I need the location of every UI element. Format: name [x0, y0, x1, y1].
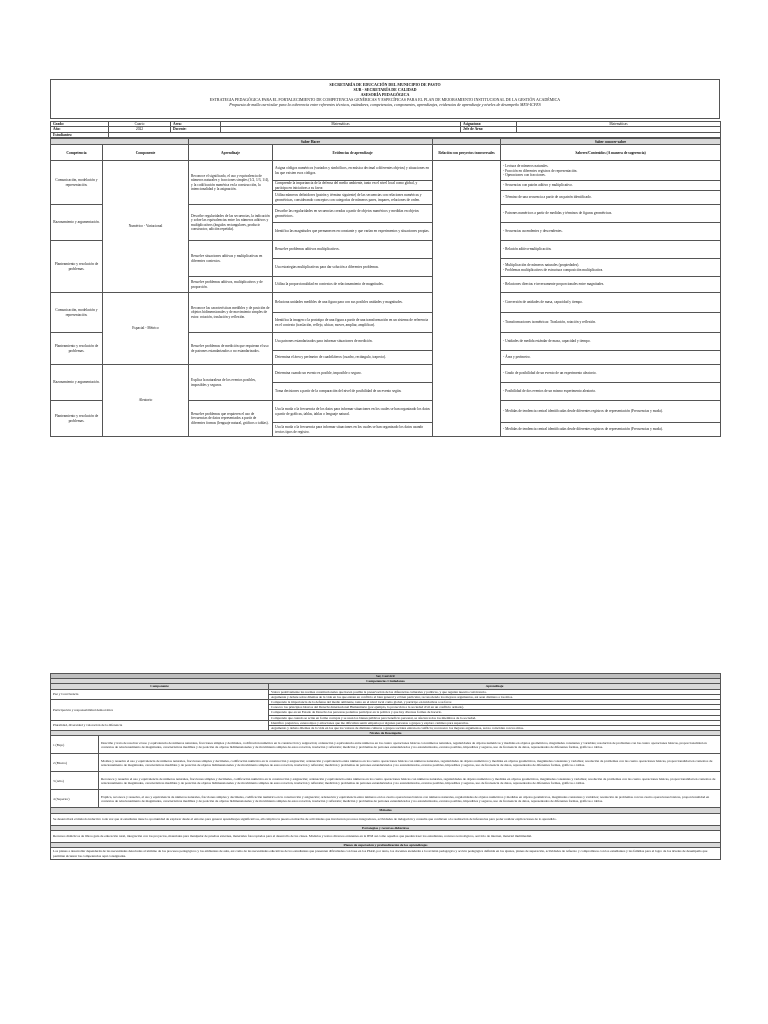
evidencia-cell: Identifica la imagen o la prototipo de una figura a partir de una transformación en un sistema de referencia en el contexto (traslación, reflejo, ubicar, mover, ampliar, amplificar). — [273, 313, 433, 333]
nivel-label: 4 (Superior) — [51, 790, 99, 808]
evidencia-cell: Utiliza números definidores (patrón y término siguiente) de las secuencias con relaciones numéricas y geométricas, considerando conceptos con categorías de números pares, impares, relaciones de orden. — [273, 191, 433, 205]
grado-value: Cuarto — [109, 122, 171, 127]
nivel-text: Moldea y resuelve el uso y equivalencia de números naturales, fracciones simples y decimales, codificación numérica en la construcción y asignación; ordenación y equivalencia entre números en los cuatro operaciones básicas con números naturales, regularidades de objetos numéricos y medidas en objetos geométricos, magnitudes constantes y variables; resolución de problemas con las cuatro operaciones básicas, proporcionalidad en contextos de relacionamiento de magnitudes, características medibles y de posición de objetos bidimensionales y de movimiento simples de estos rotación, traslación y reflexión; medición y problemas de patrones estandarizados y no estandarizados, eventos posibles, imposibles y seguros, uso de frecuencia de datos, representados de diferentes formas, gráficos o tablas. — [99, 754, 721, 772]
saberes-cell: - Multiplicación de números naturales (propiedades). - Problemas multiplicativos de estructura composición multiplicativa. — [501, 259, 721, 277]
competencia-cell: Razonamiento y argumentación. — [51, 365, 103, 401]
evidencia-cell: Toma decisiones a partir de la comparación del nivel de posibilidad de un evento según. — [273, 383, 433, 401]
evidencia-cell: Comprende la importancia de la defensa del medio ambiente, tanto en el nivel local como global, y participa en iniciativas a su favor. — [273, 181, 433, 191]
aprendizaje-cell: Resuelve problemas de medición que requieran el uso de patrones estandarizados o no estandarizados. — [189, 333, 273, 365]
nivel-text: Reconoce y resuelve el uso y equivalencia de números naturales, fracciones simples y decimales, codificación numérica en la construcción y asignación; ordenación y equivalencia entre números en los cuatro operaciones básicas con números naturales, regularidades de objetos numéricos y medidas en objetos geométricos, magnitudes constantes y variables; resolución de problemas con las cuatro operaciones básicas, proporcionalidad en contextos de relacionamiento de magnitudes, características medibles y de posición de objetos bidimensionales y de movimiento simples de estos rotación, traslación y reflexión; medición y problemas de patrones estandarizados y no estandarizados, eventos posibles, imposibles y seguros, uso de frecuencia de datos, representados de diferentes formas, gráficos o tablas. — [99, 772, 721, 790]
componente-cell: Espacial - Métrico — [103, 293, 189, 365]
saberes-cell: - Término de una secuencia a partir de un patrón identificado. — [501, 191, 721, 205]
cc-aprendizaje: Comprendo que en un Estado de Derecho las personas podemos participar en la política y que hay diversas formas de hacerlo. — [269, 710, 721, 715]
header-line-1: SECRETARÍA DE EDUCACIÓN DEL MUNICIPIO DE PASTO — [329, 82, 441, 87]
header-line-2: SUB - SECRETARÍA DE CALIDAD — [353, 87, 417, 92]
asignatura-value: Matemáticas — [517, 122, 721, 127]
evidencia-cell: Utiliza la proporcionalidad en contextos de relacionamiento de magnitudes. — [273, 277, 433, 293]
competencia-cell: Razonamiento y argumentación. — [51, 205, 103, 241]
competencia-cell: Comunicación, modelación y representación. — [51, 161, 103, 205]
area-value: Matemáticas — [221, 122, 461, 127]
asignatura-label: Asignatura: — [461, 122, 517, 127]
aprendizaje-cell: Explica la naturaleza de los eventos posibles, imposibles y seguros. — [189, 365, 273, 401]
ser-convivir-table — [50, 673, 721, 860]
saberes-cell: - Medidas de tendencia central identificadas desde diferentes registros de representación (Frecuencias y moda). — [501, 401, 721, 423]
saberes-cell: - Secuencias con patrón aditivo y multiplicativo. — [501, 181, 721, 191]
cc-componente: Participación y responsabilidad democrática — [51, 700, 269, 721]
cc-aprendizaje: Argumento y debato dilemas de la vida en los que los valores de distintas culturas o grupos sociales entran en conflicto; reconozco los mejores argumentos, así no coincidan con los míos. — [269, 726, 721, 731]
saberes-cell: - Secuencias ascendentes y descendentes. — [501, 223, 721, 241]
col-saberes: Saberes/Contenidos (A manera de sugerencia) — [501, 145, 721, 161]
saber-hacer-header: Saber Hacer — [189, 139, 433, 145]
componente-cell: Numérico - Variacional — [103, 161, 189, 293]
header-line-3: ASESORÍA PEDAGÓGICA — [360, 92, 410, 97]
saberes-cell: - Relación aditiva-multiplicación. — [501, 241, 721, 259]
cc-componente: Pluralidad, diversidad y valoración de la diferencia — [51, 720, 269, 730]
document-header — [50, 79, 720, 119]
evidencia-cell: Usa la moda o la frecuencia de los datos para informar situaciones en los cuales se han organizado los datos a partir de gráficas, tablas, tablas o lenguaje natural. — [273, 401, 433, 423]
nivel-text: Describe y trata de resolver el uso y equivalencia de números naturales, fracciones simples y decimales, codificación numérica en la construcción y asignación; ordenación y equivalencia entre números en los cuatro operaciones básicas con números naturales, regularidades de objetos numéricos y medidas en objetos geométricos, magnitudes constantes y variables; resolución de problemas con las cuatro operaciones básicas, proporcionalidad en contextos de relacionamiento de magnitudes, características medibles y de posición de objetos bidimensionales y de movimiento simples de estos rotación, traslación y reflexión; medición y problemas de patrones estandarizados y no estandarizados, eventos posibles, imposibles y seguros, uso de frecuencia de datos, representados de diferentes formas, gráficos o tablas. — [99, 736, 721, 754]
evidencia-cell: Usa patrones estandarizados para informar situaciones de medición. — [273, 333, 433, 351]
ano-label: Año: — [51, 127, 109, 132]
saberes-cell: - Conversión de unidades de masa, capacidad y tiempo. — [501, 293, 721, 313]
info-table — [50, 121, 721, 138]
docente-label: Docente: — [171, 127, 221, 132]
cc-aprendizaje: Identifico prejuicios, estereotipos y emociones que me dificultan sentir empatía por algunas personas o grupos y exploro caminos para superarlos. — [269, 720, 721, 725]
evidencia-cell: Determina cuando un evento es posible, imposible o seguro. — [273, 365, 433, 383]
cc-aprendizaje: Argumenta y debate sobre dilemas de la vida en los que entran en conflicto el bien general y el bien particular, reconociendo los mejores argumentos, así sean distintos a los míos. — [269, 694, 721, 699]
nivel-label: 3 (Alto) — [51, 772, 99, 790]
cc-aprendizaje: Comprendo que cuando se actúa en forma corrupta y se usan los bienes públicos para beneficio personal, se afectan todos los miembros de la sociedad. — [269, 715, 721, 720]
metodos-text: Se desarrollará el método inductivo toda vez que al estudiante tiene la oportunidad de explorar desde el entorno para generar aprendizajes significativos, ello implica la puesta en marcha de actividades que involucren procesos integradores, actividades de indagación y consulta que conlleven a la realización de inferencias para poder realizar explicaciones de lo aprendido. — [51, 813, 721, 825]
planes-title: Planes de superación y profundización de los aprendizajes — [51, 842, 721, 847]
cc-aprendizaje: Valora positivamente las normas constitucionales que hacen posible la preservación de las diferencias culturales y políticas, y que regulan nuestra convivencia. — [269, 689, 721, 694]
competencia-cell: Comunicación, modelación y representación. — [51, 293, 103, 333]
evidencia-cell: Describe las regularidades en secuencias creadas a partir de objetos numéricos y medidas en objetos geométricos. — [273, 205, 433, 223]
evidencia-cell: Relaciona unidades medibles de una figura para con sus posibles unidades y magnitudes. — [273, 293, 433, 313]
evidencia-cell: Asigna códigos numéricos (variados y simbólicos, en música decimal a diferentes objetos) y situaciones en las que existen esos códigos. — [273, 161, 433, 181]
saberes-cell: - Lectura de números naturales. - Fracción en diferentes registros de representación. - Operaciones con fracciones. — [501, 161, 721, 181]
curriculum-table — [50, 138, 721, 437]
col-evidencias: Evidencias de aprendizaje — [273, 145, 433, 161]
saberes-cell: - Patrones numéricos a partir de medidas y términos de figuras geométricas. — [501, 205, 721, 223]
col-componente: Componente — [103, 145, 189, 161]
aprendizaje-cell: Resuelve problemas aditivos, multiplicativos y de proporción. — [189, 277, 273, 293]
cc-aprendizaje: Conozco los principios básicos del Derecho Internacional Humanitario (por ejemplo, la protección a la sociedad civil en un conflicto armado). — [269, 705, 721, 710]
curriculum-sheet-top — [50, 79, 720, 437]
nivel-text: Explica, reconoce y resuelve, el uso y equivalencia de números naturales, fracciones simples y decimales, codificación numérica en la construcción y asignación; ordenación y equivalencia entre números en los cuatro operaciones básicas con números naturales, regularidades de objetos numéricos y medidas en objetos geométricos, magnitudes constantes y variables; resolución de problemas con las cuatro operaciones básicas, proporcionalidad en contextos de relacionamiento de magnitudes, características medibles y de posición de objetos bidimensionales y de movimiento simples de estos rotación, traslación y reflexión; medición y problemas de patrones estandarizados y no estandarizados, eventos posibles, imposibles y seguros, uso de frecuencia de datos, representados de diferentes formas, gráficos o tablas. — [99, 790, 721, 808]
area-label: Área: — [171, 122, 221, 127]
saberes-cell: - Relaciones directas e inversamente proporcionales entre magnitudes. — [501, 277, 721, 293]
cc-componente: Paz y Convivencia — [51, 689, 269, 699]
aprendizaje-cell: Resuelve situaciones aditivas y multiplicativas en diferentes contextos. — [189, 241, 273, 277]
aprendizaje-header: Aprendizaje — [269, 684, 721, 689]
evidencia-cell: Usa la moda o la frecuencia para informar situaciones en los cuales se han organizado los datos usando tercios tipos de registro. — [273, 423, 433, 437]
jefe-label: Jefe de Área: — [461, 127, 517, 132]
nivel-label: 1 (Bajo) — [51, 736, 99, 754]
estrategias-title: Estrategias y recursos didácticos — [51, 825, 721, 830]
saberes-cell: - Área y perímetro. — [501, 351, 721, 365]
relacion-cell — [433, 161, 501, 437]
header-line-5: Propuesta de malla curricular para la coherencia entre referentes técnicos, estándares, competencias, componentes, aprendizajes, evidencias de aprendizaje y niveles de desempeño MEN-ICFES — [229, 102, 541, 107]
evidencia-cell: Usa estrategias multiplicativas para dar solución a diferentes problemas. — [273, 259, 433, 277]
evidencia-cell: Identifica las magnitudes que permanecen en constante y que varían en experimentos y situaciones propias. — [273, 223, 433, 241]
aprendizaje-cell: Resuelve problemas que requieren el uso de frecuencias de datos representados a partir de diferentes formas (lenguaje natural, gráficos o tablas). — [189, 401, 273, 437]
planes-text: Los planes a desarrollar dependerán de las necesidades detectadas al término de los procesos pedagógicos y los ambientes de aula, así como de las necesidades educativas de los estudiantes que presenten dificultades con base en los PIAR, por tanto, los docentes atenderán a la revisión pedagógica y acción pedagógica definida en los ajustes, planes de superación, actividades de refuerzo y compromisos con los estudiantes y las familias para el logro de los niveles de desempeño que permitan alcanzar las competencias aquí consignadas. — [51, 848, 721, 860]
aprendizaje-cell: Reconoce el significado, el uso y equivalencia de números naturales y fracciones simples (1/2, 1/3, 1/4), y la codificación numérica en la construcción, la intencionalidad y la asignación. — [189, 161, 273, 205]
curriculum-sheet-bottom — [50, 673, 720, 860]
nivel-label: 2 (Básico) — [51, 754, 99, 772]
competencia-cell: Planteamiento y resolución de problemas. — [51, 401, 103, 437]
estudiantes-label: Estudiantes: — [51, 132, 109, 137]
aprendizaje-cell: Reconoce las características medibles y de posición de objetos bidimensionales y de movimiento simples de estos: rotación, traslación y reflexión. — [189, 293, 273, 333]
cc-aprendizaje: Comprendo la importancia de la defensa del medio ambiente, tanto en el nivel local como global, y participo en iniciativas a su favor. — [269, 700, 721, 705]
saberes-cell: - Posibilidad de dos eventos de un mismo experimento aleatorio. — [501, 383, 721, 401]
col-competencia: Competencia — [51, 145, 103, 161]
grado-label: Grado: — [51, 122, 109, 127]
evidencia-cell: Determina el área y perímetro de cuadriláteros (cuadro, rectángulo, trapecio). — [273, 351, 433, 365]
ser-convivir-title: Ser, Convivir — [51, 674, 721, 679]
estrategias-text: Recursos didácticos de libros guía de educación rural, integración con los proyectos, materiales para manipular de pruebas externas, materiales fotocopiados para el desarrollo de las clases. Módulos y textos diversos existentes en la IEM así como aquellos que puedan traer los estudiantes, recursos tecnológicos, servicio de internet, material multimedial. — [51, 830, 721, 842]
saber-conocer-header: Saber conocer-saber — [501, 139, 721, 145]
estudiantes-value — [109, 132, 721, 137]
competencia-cell: Planteamiento y resolución de problemas. — [51, 333, 103, 365]
header-line-4: ESTRATEGIA PEDAGÓGICA PARA EL FORTALECIMIENTO DE COMPETENCIAS GENÉRICAS Y ESPECÍFICAS PARA EL PLAN DE MEJORAMIENTO INSTITUCIONAL DE LA GESTIÓN ACADÉMICA — [209, 97, 561, 102]
componente-header: Componente — [51, 684, 269, 689]
col-relacion: Relación con proyectos transversales — [433, 145, 501, 161]
ano-value: 2022 — [109, 127, 171, 132]
componente-cell: Aleatorio — [103, 365, 189, 437]
metodos-title: Métodos — [51, 808, 721, 813]
saberes-cell: - Grado de posibilidad de un evento de un experimento aleatorio. — [501, 365, 721, 383]
col-aprendizaje: Aprendizaje — [189, 145, 273, 161]
evidencia-cell: Resuelve problemas aditivos multiplicativos. — [273, 241, 433, 259]
aprendizaje-cell: Describe regularidades de las secuencias, la indicación y sobre las equivalencias entre los números aditivos y multiplicativos (ángulos rectangulares, producir constructor, adición repetida). — [189, 205, 273, 241]
saberes-cell: - Unidades de medida estándar de masa, capacidad y tiempo. — [501, 333, 721, 351]
saberes-cell: - Medidas de tendencia central identificadas desde diferentes registros de representación (Frecuencias y moda). — [501, 423, 721, 437]
competencias-ciudadanas-title: Competencias Ciudadanas — [51, 679, 721, 684]
saberes-cell: - Transformaciones isométricas: Traslación, rotación y reflexión. — [501, 313, 721, 333]
competencia-cell: Planteamiento y resolución de problemas. — [51, 241, 103, 293]
niveles-title: Niveles de Desempeño — [51, 731, 721, 736]
